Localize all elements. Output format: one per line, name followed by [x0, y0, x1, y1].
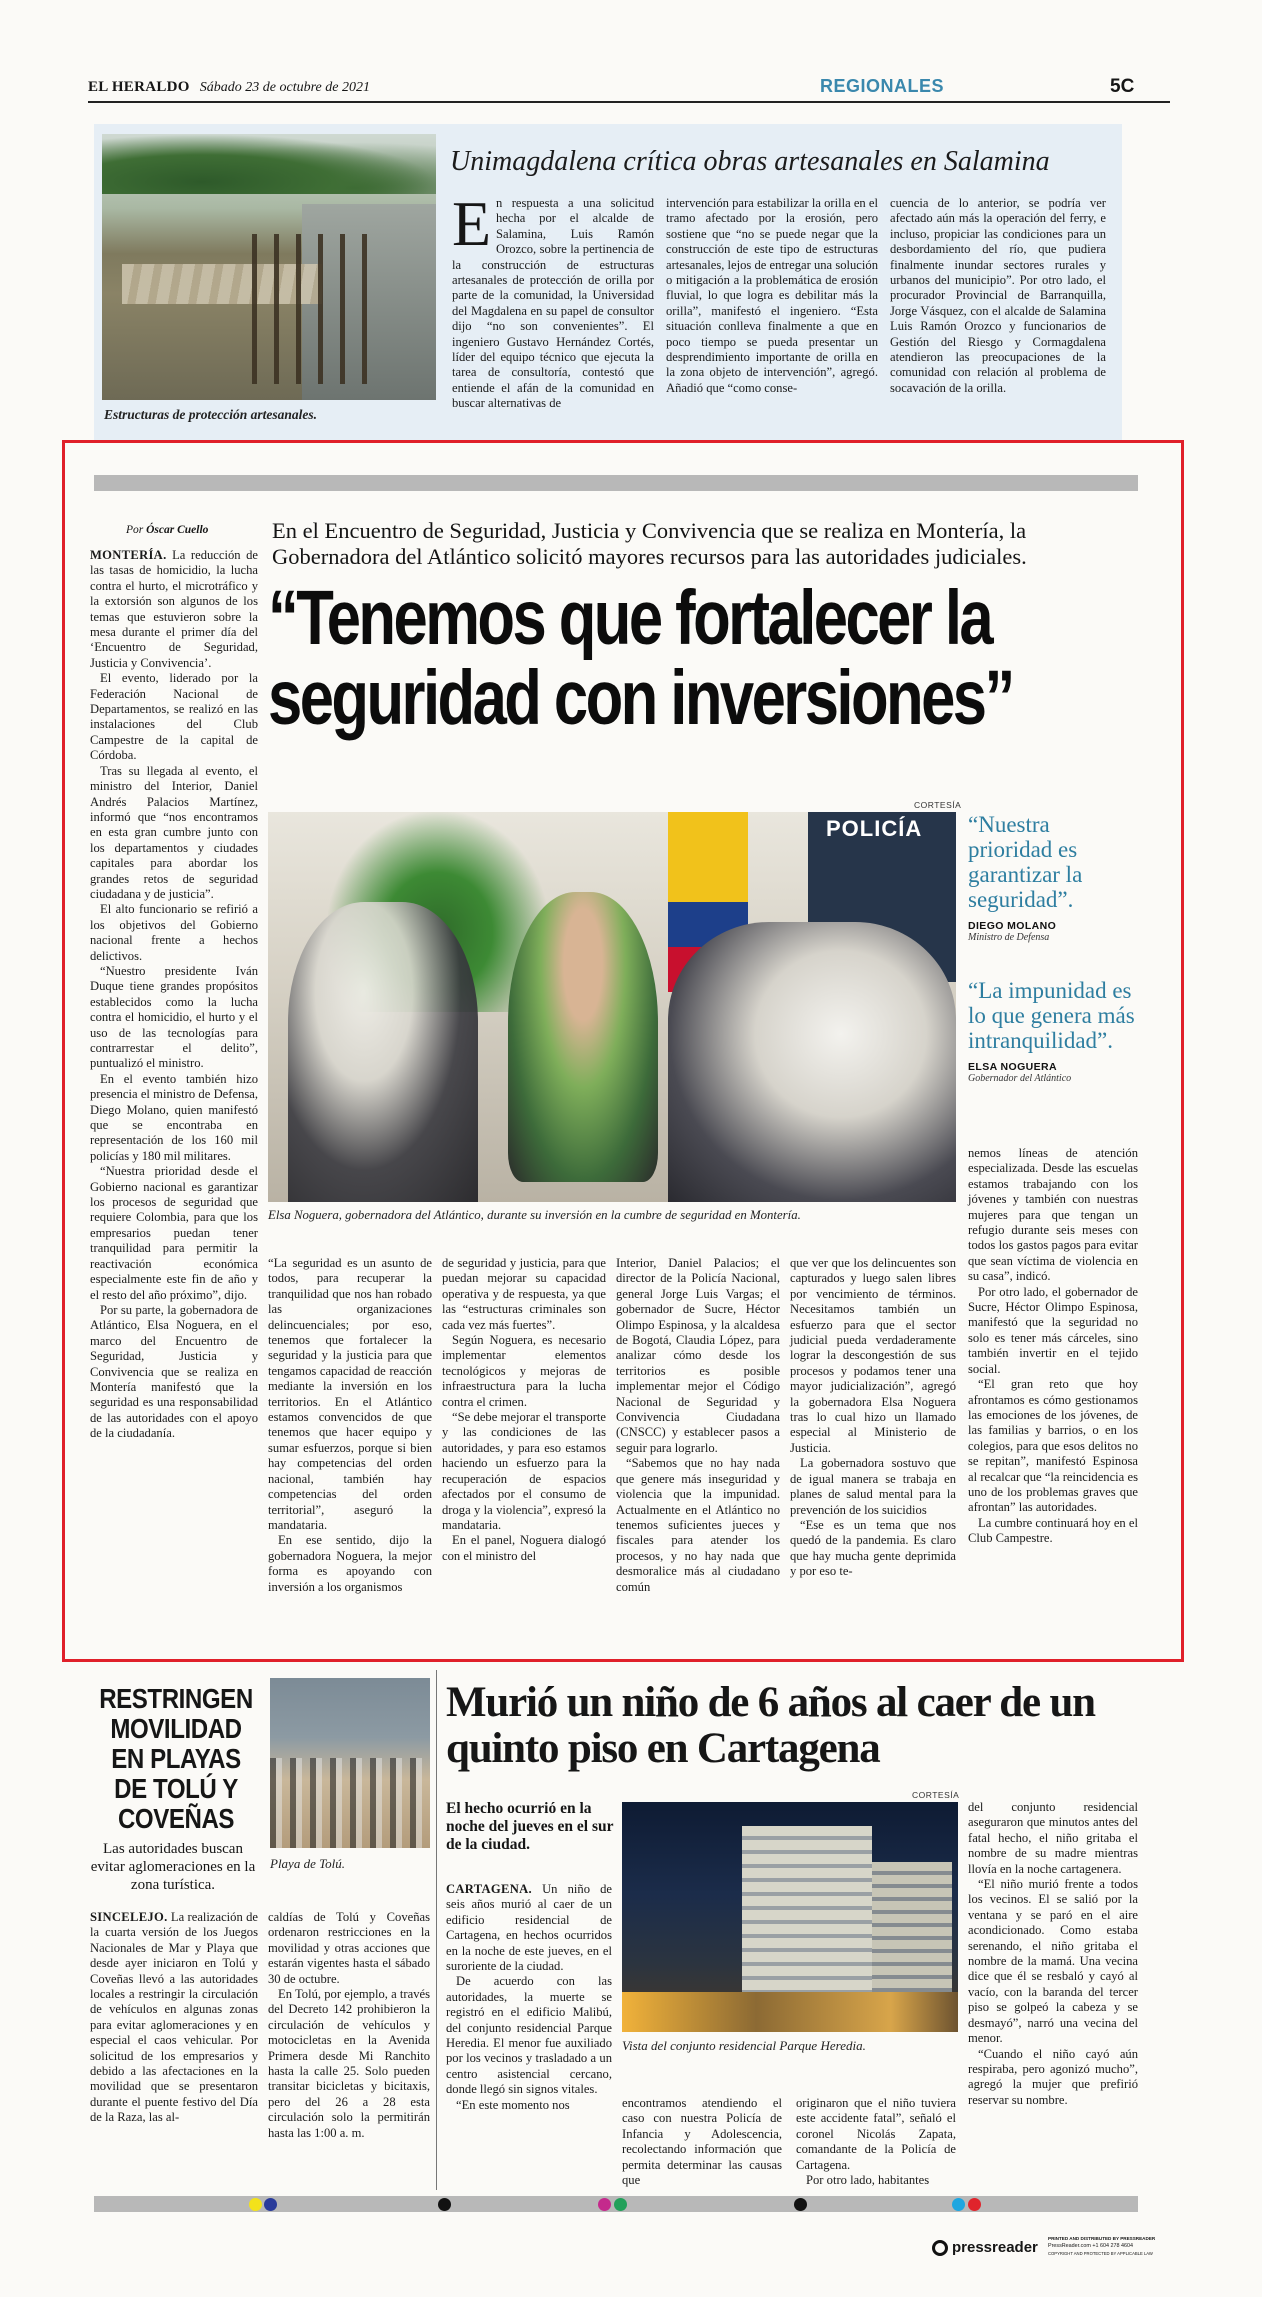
cartagena-col1-p2: “En este momento nos	[456, 2097, 570, 2112]
main-photo-caption: Elsa Noguera, gobernadora del Atlántico, durante su inversión en la cumbre de seguridad en Montería.	[268, 1208, 801, 1222]
byline-name: Óscar Cuello	[146, 524, 209, 536]
tolu-photo-caption: Playa de Tolú.	[270, 1856, 345, 1871]
cartagena-photo-caption: Vista del conjunto residencial Parque Heredia.	[622, 2038, 866, 2053]
header-rule	[88, 101, 1170, 103]
reg-dot-yellow	[249, 2198, 262, 2211]
byline-prefix: Por	[126, 524, 144, 536]
cartagena-col2	[622, 2096, 782, 2188]
main-c-p0: de seguridad y justicia, para que puedan mejorar su capacidad operativa y de respuesta, ya que las “estructuras criminales son cada vez más fuertes”.	[442, 1256, 606, 1332]
main-dateline: MONTERÍA.	[90, 548, 167, 562]
photo-people-right	[668, 922, 956, 1202]
bottom-divider-vertical	[436, 1670, 437, 2190]
main-kicker: En el Encuentro de Seguridad, Justicia y Convivencia que se realiza en Montería, la Gobernadora del Atlántico solicitó mayores recursos para las autoridades judiciales.	[272, 518, 1027, 569]
pressreader-badge[interactable]	[932, 2236, 1156, 2262]
page-number: 5C	[1110, 76, 1135, 97]
reg-dot-black-2	[794, 2198, 807, 2211]
photo-street	[622, 1992, 958, 2032]
cartagena-dateline: CARTAGENA.	[446, 1882, 532, 1896]
main-left-p7: Por su parte, la gobernadora de Atlántico, Elsa Noguera, en el marco del Encuentro de Seguridad, Justicia y Convivencia que se realiza en Montería manifestó que la seguridad es una responsabilidad de las autoridades con el apoyo de la ciudadanía.	[90, 1302, 258, 1441]
pressreader-note3: COPYRIGHT AND PROTECTED BY APPLICABLE LAW	[1048, 2251, 1153, 2256]
pressreader-brand: pressreader	[952, 2239, 1038, 2256]
photo-people-left	[288, 902, 478, 1202]
main-d-p1: “Sabemos que no hay nada que genere más inseguridad y violencia que la impunidad. Actualmente en el Atlántico no tenemos suficientes jueces y fiscales para atender los procesos, y no hay nada que desmoralice más al ciudadano común	[616, 1456, 780, 1594]
main-col-b	[268, 1256, 432, 1634]
main-photo-credit: CORTESÍA	[914, 800, 962, 810]
pull-quote-noguera	[968, 978, 1138, 1084]
reg-dot-black-1	[438, 2198, 451, 2211]
register-marks	[94, 2198, 1138, 2212]
main-col-c	[442, 1256, 606, 1634]
top-dropcap: E	[452, 188, 492, 259]
main-f-p3: La cumbre continuará hoy en el Club Campestre.	[968, 1515, 1138, 1546]
main-b-p0: “La seguridad es un asunto de todos, para recuperar la tranquilidad que nos han robado las organizaciones delincuenciales; por eso, tenemos que fortalecer la seguridad y la justicia para que tengamos capacidad de reacción mediante la inversión en los territorios. En el Atlántico estamos convencidos de que tenemos que hacer equipo y sumar esfuerzos, porque si bien hay competencias del orden nacional, también hay competencias del orden territorial”, aseguró la mandataria.	[268, 1256, 432, 1532]
main-col-f-top	[968, 1146, 1138, 1634]
riverbank-photo	[102, 134, 436, 400]
cartagena-col4-p2: “Cuando el niño cayó aún respiraba, pero agonizó mucho”, agregó la mujer que prefirió reservar su nombre.	[968, 2046, 1138, 2107]
reg-dot-blue	[264, 2198, 277, 2211]
pressreader-note2: PressReader.com +1 604 278 4604	[1048, 2243, 1133, 2249]
photo-tower-2	[872, 1862, 952, 2002]
section-label: REGIONALES	[820, 76, 945, 96]
reg-dot-cyan	[952, 2198, 965, 2211]
tolu-photo	[270, 1678, 430, 1848]
quote1-role: Ministro de Defensa	[968, 932, 1050, 943]
main-b-p1: En ese sentido, dijo la gobernadora Noguera, la mejor forma es apoyando con inversión a los organismos	[268, 1533, 432, 1594]
quote2-name: ELSA NOGUERA	[968, 1061, 1057, 1073]
main-left-p1: El evento, liderado por la Federación Nacional de Departamentos, se realizó en las instalaciones del Club Campestre de la capital de Córdoba.	[90, 671, 258, 763]
tolu-col1	[90, 1910, 258, 2180]
main-left-column	[90, 548, 258, 1634]
top-story-col2	[666, 196, 878, 436]
byline	[126, 524, 208, 536]
main-e-p1: La gobernadora sostuvo que de igual manera se trabaja en planes de salud mental para la prevención de los suicidios	[790, 1456, 956, 1517]
main-left-p5: En el evento también hizo presencia el ministro de Defensa, Diego Molano, quien manifestó que se encontraba en representación de los 160 mil policías y 180 mil militares.	[90, 1071, 258, 1163]
main-left-p4: “Nuestro presidente Iván Duque tiene grandes propósitos establecidos como la lucha contra el homicidio, el hurto y el uso de las tecnologías para contrarrestar el delito”, puntualizó el ministro.	[90, 963, 258, 1071]
main-headline: “Tenemos que fortalecer la seguridad con inversiones”	[268, 575, 1013, 741]
main-f-p1: Por otro lado, el gobernador de Sucre, Héctor Olimpo Espinosa, manifestó que la seguridad no solo es tener más cárceles, sino también invertir en el tejido social.	[968, 1284, 1138, 1376]
cartagena-col1-p1: De acuerdo con las autoridades, la muerte se registró en el edificio Malibú, del conjunto residencial Parque Heredia. El menor fue auxiliado por los vecinos y trasladado a un centro asistencial cercano, donde llegó sin signos vitales.	[446, 1974, 612, 2097]
photo-banner-text: POLICÍA	[826, 816, 923, 841]
main-left-p0: La reducción de las tasas de homicidio, la lucha contra el hurto, el microtráfico y la extorsión son algunos de los temas que estuvieron sobre la mesa durante el primer día del ‘Encuentro de Seguridad, Justicia y Convivencia’.	[90, 548, 258, 670]
photo-speaker	[508, 892, 658, 1182]
cartagena-col3	[796, 2096, 956, 2188]
tolu-col2-p0: caldías de Tolú y Coveñas ordenaron restricciones en la movilidad y otras acciones que estarán vigentes hasta el sábado 30 de octubre.	[268, 1910, 430, 1986]
main-e-p0: que ver que los delincuentes son capturados y luego salen libres por vencimiento de términos. Necesitamos también un esfuerzo para que el sector judicial pueda verdaderamente lograr la descongestión de sus procesos y podamos tener una mayor judicialización”, agregó la gobernadora Elsa Noguera tras lo cual hizo un llamado especial al Ministerio de Justicia.	[790, 1256, 956, 1455]
photo-posts	[252, 234, 372, 384]
cartagena-headline: Murió un niño de 6 años al caer de un quinto piso en Cartagena	[446, 1679, 1095, 1772]
top-photo-caption: Estructuras de protección artesanales.	[104, 407, 318, 422]
main-e-p2: “Ese es un tema que nos quedó de la pandemia. Es claro que hay mucha gente deprimida y por eso te-	[790, 1517, 956, 1579]
cartagena-col1-p0: Un niño de seis años murió al caer de un edificio residencial de Cartagena, en hechos ocurridos en la noche de este jueves, en el suroriente de la ciudad.	[446, 1882, 613, 1974]
masthead	[88, 78, 1170, 102]
tolu-col1-text: La realización de la cuarta versión de los Juegos Nacionales de Mar y Playa que desde ayer iniciaron en Tolú y Coveñas llevó a las autoridades locales a restringir la circulación de vehículos en algunas zonas para evitar aglomeraciones y en especial el caos vehicular. Por solicitud de los empresarios y debido a las afectaciones en la movilidad que se presentaron durante el puente festivo del Día de la Raza, las al-	[90, 1910, 259, 2125]
top-col3-text: cuencia de lo anterior, se podría ver afectado aún más la operación del ferry, e incluso, propiciar las condiciones para un desbordamiento del río, que pudiera finalmente inundar sectores rurales y urbanos del municipio”. Por otro lado, el procurador Provincial de Barranquilla, Jorge Vásquez, con el alcalde de Salamina Luis Ramón Orozco y funcionarios de Gestión del Riesgo y Cormagdalena atendieron las preocupaciones de la comunidad con relación al problema de socavación de la orilla.	[890, 196, 1106, 395]
tolu-col2-p1: En Tolú, por ejemplo, a través del Decreto 142 prohibieron la circulación de vehículos y motocicletas en la Avenida Primera desde Mi Ranchito hasta la calle 25. Solo pueden transitar bicicletas y bicitaxis, pero del 26 a 28 esta circulación solo la permitirán hasta las 1:00 a. m.	[268, 1987, 430, 2140]
summit-photo	[268, 812, 956, 1202]
photo-tower	[742, 1826, 872, 1996]
top-story-box	[94, 124, 1122, 442]
paper-name: EL HERALDO	[88, 79, 190, 95]
tolu-dateline: SINCELEJO.	[90, 1910, 168, 1924]
issue-date: Sábado 23 de octubre de 2021	[199, 80, 370, 95]
cartagena-col3-p1: Por otro lado, habitantes	[806, 2173, 930, 2188]
main-c-p2: “Se debe mejorar el transporte y las condiciones de las autoridades, y para eso estamos haciendo un esfuerzo para la recuperación de espacios afectados por el consumo de droga y la violencia”, expresó la mandataria.	[442, 1410, 606, 1532]
top-story-col1	[452, 188, 654, 436]
cartagena-col3-p0: originaron que el niño tuviera este accidente fatal”, señaló el coronel Nicolás Zapata, comandante de la Policía de Cartagena.	[796, 2096, 956, 2172]
cartagena-col4-p0: del conjunto residencial aseguraron que minutos antes del fatal hecho, el niño gritaba el nombre de su madre mientras llovía en la noche cartagenera.	[968, 1800, 1138, 1876]
top-col2-text: intervención para estabilizar la orilla en el tramo afectado por la erosión, pero sostiene que “no se puede negar que la construcción de este tipo de estructuras artesanales, lejos de entregar una solución o mitigación a la problemática de erosión fluvial, lo que logra es debilitar más la orilla”, manifestó el ingeniero. “Esta situación conlleva finalmente a que en poco tiempo se pueda presentar un desprendimiento importante de orilla en la zona objeto de intervención”, agregó. Añadió que “como conse-	[666, 196, 878, 395]
top-story-title: Unimagdalena crítica obras artesanales en Salamina	[450, 146, 1050, 177]
top-story-col3	[890, 196, 1106, 436]
pressreader-logo-icon	[932, 2240, 948, 2256]
photo-trees	[102, 134, 436, 194]
main-left-p2: Tras su llegada al evento, el ministro del Interior, Daniel Andrés Palacios Martínez, informó que “nos encontramos en esta gran cumbre junto con los departamentos y ciudades capitales para abordar los grandes retos de seguridad ciudadana y de justicia”.	[90, 763, 258, 901]
pull-quote-molano	[968, 812, 1138, 943]
tolu-dek: Las autoridades buscan evitar aglomeraciones en la zona turística.	[90, 1841, 256, 1893]
tolu-col2	[268, 1910, 430, 2180]
quote1-text: “Nuestra prioridad es garantizar la seguridad”.	[968, 812, 1083, 912]
tolu-headline: RESTRINGEN MOVILIDAD EN PLAYAS DE TOLÚ Y COVEÑAS	[99, 1683, 253, 1834]
main-col-d	[616, 1256, 780, 1634]
main-left-p6: “Nuestra prioridad desde el Gobierno nacional es garantizar los procesos de seguridad que requiere Colombia, para que los empresarios puedan tener tranquilidad para permitir la reactivación económica especialmente este fin de año y el resto del año próximo”, dijo.	[90, 1164, 258, 1302]
quote2-text: “La impunidad es lo que genera más intranquilidad”.	[968, 978, 1135, 1053]
main-col-e	[790, 1256, 956, 1634]
cartagena-col4	[968, 1800, 1138, 2180]
pressreader-note1: PRINTED AND DISTRIBUTED BY PRESSREADER	[1048, 2236, 1156, 2241]
top-col1-text: n respuesta a una solicitud hecha por el alcalde de Salamina, Luis Ramón Orozco, sobre la pertinencia de la construcción de estructuras artesanales de protección de orilla por parte de la comunidad, la Universidad del Magdalena en su papel de consultor dijo “no son convenientes”. El ingeniero Gustavo Hernández Cortés, líder del equipo técnico que ejecuta la tarea de consultoría, contestó que entiende el afán de la comunidad en buscar alternativas de	[452, 196, 654, 411]
tolu-photo-crowd	[270, 1758, 430, 1848]
reg-dot-red	[968, 2198, 981, 2211]
cartagena-col4-p1: “El niño murió frente a todos los vecinos. El se salió por la ventana y se paró en el aire acondicionado. Como estaba serenando, el niño gritaba el nombre de la mamá. Una vecina dice que él se resbaló y cayó al vacío, con la baranda del tercer piso se golpeó la cabeza y se desmayó”, narró una vecina del menor.	[968, 1877, 1138, 2046]
main-f-p0: nemos líneas de atención especializada. Desde las escuelas estamos trabajando con los jóvenes y también con nuestras mujeres para que tengan un refugio durante seis meses con todos los gastos pagos para evitar que sean víctima de violencia en su casa”, indicó.	[968, 1146, 1138, 1284]
cartagena-col1	[446, 1882, 612, 2180]
main-left-p3: El alto funcionario se refirió a los objetivos del Gobierno nacional frente a hechos delictivos.	[90, 902, 258, 963]
main-c-p1: Según Noguera, es necesario implementar elementos tecnológicos y mejoras de infraestructura para la lucha contra el crimen.	[442, 1333, 606, 1409]
main-f-p2: “El gran reto que hoy afrontamos es cómo gestionamos las emociones de los jóvenes, de las familias y barrios, o en los colegios, para que esos delitos no se repitan”, manifestó Espinosa al recalcar que “la reincidencia es uno de los problemas graves que afrontan” las autoridades.	[968, 1377, 1138, 1515]
quote2-role: Gobernador del Atlántico	[968, 1073, 1072, 1084]
cartagena-dek: El hecho ocurrió en la noche del jueves en el sur de la ciudad.	[446, 1800, 614, 1853]
main-c-p3: En el panel, Noguera dialogó con el ministro del	[442, 1533, 606, 1563]
reg-dot-magenta	[598, 2198, 611, 2211]
main-top-bar	[94, 475, 1138, 491]
reg-dot-green	[614, 2198, 627, 2211]
quote1-name: DIEGO MOLANO	[968, 920, 1057, 932]
main-d-p0: Interior, Daniel Palacios; el director de la Policía Nacional, general Jorge Luis Vargas; el gobernador de Sucre, Héctor Olimpo Espinosa, y la alcaldesa de Bogotá, Claudia López, para analizar cómo desde los territorios es posible implementar mejor el Código Nacional de Seguridad y Convivencia Ciudadana (CNSCC) y establecer pasos a seguir para lograrlo.	[616, 1256, 780, 1455]
residential-photo	[622, 1802, 958, 2032]
cartagena-photo-credit: CORTESÍA	[912, 1790, 960, 1800]
cartagena-col2-text: encontramos atendiendo el caso con nuestra Policía de Infancia y Adolescencia, recolectando información que permita determinar las causas que	[622, 2096, 782, 2188]
